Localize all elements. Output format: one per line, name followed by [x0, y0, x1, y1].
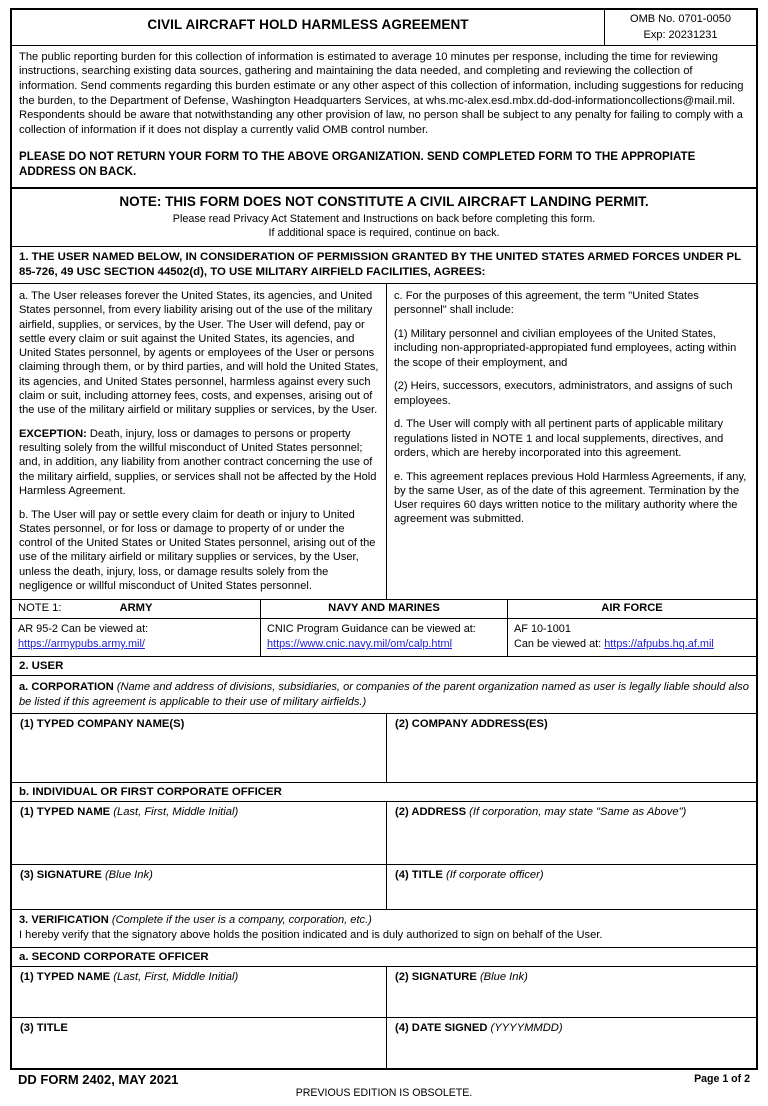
section-1-right-column: [387, 284, 756, 599]
note-1-label: NOTE 1:: [18, 602, 62, 614]
section-1-left-column: [12, 284, 387, 599]
form-footer: [10, 1072, 758, 1106]
field-date-signed[interactable]: [387, 1018, 756, 1068]
field-company-name[interactable]: [12, 714, 387, 782]
section-1-heading: 1. THE USER NAMED BELOW, IN CONSIDERATION OF PERMISSION GRANTED BY THE UNITED STATES ARMED FORCES UNDER PL 85-726, 49 USC SECTION 44502(d), TO USE MILITARY AIRFIELD FACILITIES, AGREES:: [12, 247, 756, 284]
note-1-header-row: [12, 600, 756, 619]
officer-signature-row: [12, 865, 756, 910]
field-officer-address[interactable]: [387, 802, 756, 864]
second-officer-heading: a. SECOND CORPORATE OFFICER: [12, 948, 756, 967]
permit-note: [12, 189, 756, 247]
note-1-body-row: [12, 619, 756, 656]
second-officer-typed-name-label: (1) TYPED NAME: [20, 970, 111, 983]
verification-statement: I hereby verify that the signatory above holds the position indicated and is duly authorized to sign on behalf of the User.: [19, 929, 603, 942]
field-officer-title[interactable]: [387, 865, 756, 909]
note-1-army-header: [12, 600, 261, 618]
clause-b: b. The User will pay or settle every claim for death or injury to United States personnel, or for loss or damage to property of or under the control of the United States or United States personnel, arising out of the use of the military airfield or military supplies or services, by the User, unless the death, injury, loss, or damage results solely from the negligence or willful misconduct of United States personnel.: [19, 508, 376, 592]
permit-note-headline: NOTE: THIS FORM DOES NOT CONSTITUTE A CIVIL AIRCRAFT LANDING PERMIT.: [119, 193, 649, 209]
dd-form-2402: [10, 8, 758, 1070]
army-regulation: AR 95-2 Can be viewed at:: [18, 623, 149, 635]
officer-signature-label: (3) SIGNATURE: [20, 869, 102, 882]
note-1-table: [12, 600, 756, 657]
clause-e: e. This agreement replaces previous Hold Harmless Agreements, if any, by the same User, as of the date of this agreement. Termination by the User requires 60 days written notice to the military authority where the agreement was submitted.: [394, 470, 747, 526]
second-officer-name-row: [12, 967, 756, 1018]
corporation-note: [12, 676, 756, 714]
burden-paragraph: The public reporting burden for this collection of information is estimated to average 10 minutes per response, including the time for reviewing instructions, searching existing data sources, gathering and maintaining the data needed, and completing and reviewing the collection of information. Send comments regarding this burden estimate or any other aspect of this collection of information, including suggestions for reducing the burden, to the Department of Defense, Washington Headquarters Services, at whs.mc-alex.esd.mbx.dd-dod-informationcollections@mail.mil. Respondents should be aware that notwithstanding any other provision of law, no person shall be subject to any penalty for failing to comply with a collection of information if it does not display a currently valid OMB control number.: [19, 50, 744, 136]
company-address-label: (2) COMPANY ADDRESS(ES): [395, 718, 548, 731]
omb-box: [604, 10, 756, 45]
exception-text: Death, injury, loss or damages to persons or property resulting solely from the willful misconduct of United States personnel; and, in addition, any liability from another contract concerning the use of the military airfield, supplies, or services shall not be affected by the Hold Harmless Agreement.: [19, 427, 377, 497]
officer-typed-name-hint: (Last, First, Middle Initial): [110, 806, 239, 819]
second-officer-title-row: [12, 1018, 756, 1068]
clause-c2: (2) Heirs, successors, executors, administrators, and assigns of such employees.: [394, 380, 733, 407]
field-second-officer-title[interactable]: [12, 1018, 387, 1068]
officer-address-label: (2) ADDRESS: [395, 806, 467, 819]
clause-a: a. The User releases forever the United States, its agencies, and United States personnel, from every liability arising out of the use of the military airfield, supplies, or services, by the User. The User will defend, pay or settle every claim or suit against the United States, its agencies, and United States personnel, by agents or employees of the User or persons claiming through them, or by third parties, and will hold the United States, its agencies, and United States personnel, harmless against every such claim or suit, including attorney fees, costs, and expenses, arising out of the use of the military airfield or military supplies or services, by the User.: [19, 290, 379, 416]
note-1-airforce-cell: [508, 619, 756, 656]
section-3-verification: [12, 910, 756, 947]
corporation-hint: (Name and address of divisions, subsidiaries, or companies of the parent organization named as user is legally liable should also be listed if this agreement is applicable to their use of military airfields.): [19, 681, 749, 708]
section-2-heading: 2. USER: [12, 657, 756, 676]
previous-edition-note: PREVIOUS EDITION IS OBSOLETE.: [295, 1086, 473, 1099]
clause-d: d. The User will comply with all pertinent parts of applicable military regulations listed in NOTE 1 and local supplements, directives, and orders, which are hereby incorporated into this agreement.: [394, 418, 724, 459]
field-officer-signature[interactable]: [12, 865, 387, 909]
second-officer-signature-label: (2) SIGNATURE: [395, 970, 477, 983]
army-pubs-link[interactable]: https://armypubs.army.mil/: [18, 638, 145, 651]
page-title: CIVIL AIRCRAFT HOLD HARMLESS AGREEMENT: [147, 17, 469, 32]
second-officer-title-label: (3) TITLE: [20, 1021, 68, 1034]
omb-number: OMB No. 0701-0050: [630, 13, 731, 25]
page-number: Page 1 of 2: [694, 1072, 750, 1085]
clause-exception: [19, 427, 379, 498]
second-officer-typed-name-hint: (Last, First, Middle Initial): [110, 970, 239, 983]
note-1-navy-header: [261, 600, 508, 618]
navy-calp-link[interactable]: https://www.cnic.navy.mil/om/calp.html: [267, 638, 452, 651]
airforce-regulation: AF 10-1001: [514, 623, 571, 635]
branch-name-army: ARMY: [119, 602, 153, 614]
officer-signature-hint: (Blue Ink): [101, 869, 153, 882]
burden-statement: [12, 46, 756, 189]
note-1-navy-cell: [261, 619, 508, 656]
do-not-return-notice: PLEASE DO NOT RETURN YOUR FORM TO THE ABOVE ORGANIZATION. SEND COMPLETED FORM TO THE APPROPIATE ADDRESS ON BACK.: [19, 149, 696, 178]
corporation-label: a. CORPORATION: [19, 681, 114, 694]
date-signed-hint: (YYYYMMDD): [487, 1021, 563, 1034]
section-1-body: [12, 284, 756, 600]
omb-expiration: Exp: 20231231: [643, 28, 718, 41]
verification-label: 3. VERIFICATION: [19, 914, 109, 927]
verification-hint: (Complete if the user is a company, corporation, etc.): [108, 914, 372, 927]
individual-officer-heading: b. INDIVIDUAL OR FIRST CORPORATE OFFICER: [12, 783, 756, 802]
officer-address-hint: (If corporation, may state "Same as Above"): [466, 806, 687, 819]
field-second-officer-typed-name[interactable]: [12, 967, 387, 1017]
form-header: [12, 10, 756, 46]
second-officer-signature-hint: (Blue Ink): [476, 970, 528, 983]
clause-c: c. For the purposes of this agreement, the term "United States personnel" shall include:: [394, 290, 699, 317]
verification-heading: [19, 913, 749, 928]
exception-label: EXCEPTION:: [19, 427, 87, 440]
branch-name-airforce: AIR FORCE: [601, 602, 663, 614]
company-name-label: (1) TYPED COMPANY NAME(S): [20, 718, 185, 731]
navy-regulation: CNIC Program Guidance can be viewed at:: [267, 623, 476, 635]
airforce-link-prefix: Can be viewed at:: [514, 638, 605, 651]
company-row: [12, 714, 756, 783]
permit-note-space-line: If additional space is required, continue on back.: [268, 227, 500, 240]
field-officer-typed-name[interactable]: [12, 802, 387, 864]
officer-title-hint: (If corporate officer): [442, 869, 544, 882]
airforce-pubs-link[interactable]: https://afpubs.hq.af.mil: [604, 638, 714, 651]
note-1-airforce-header: [508, 600, 756, 618]
date-signed-label: (4) DATE SIGNED: [395, 1021, 488, 1034]
officer-title-label: (4) TITLE: [395, 869, 443, 882]
officer-name-row: [12, 802, 756, 865]
officer-typed-name-label: (1) TYPED NAME: [20, 806, 111, 819]
permit-note-privacy-line: Please read Privacy Act Statement and Instructions on back before completing this form.: [172, 212, 596, 225]
field-second-officer-signature[interactable]: [387, 967, 756, 1017]
field-company-address[interactable]: [387, 714, 756, 782]
branch-name-navy: NAVY AND MARINES: [328, 602, 440, 614]
clause-c1: (1) Military personnel and civilian employees of the United States, including non-appropriated-appropiated fund employees, acting within the scope of their employment, and: [394, 328, 737, 369]
form-identifier: DD FORM 2402, MAY 2021: [18, 1071, 179, 1087]
note-1-army-cell: [12, 619, 261, 656]
